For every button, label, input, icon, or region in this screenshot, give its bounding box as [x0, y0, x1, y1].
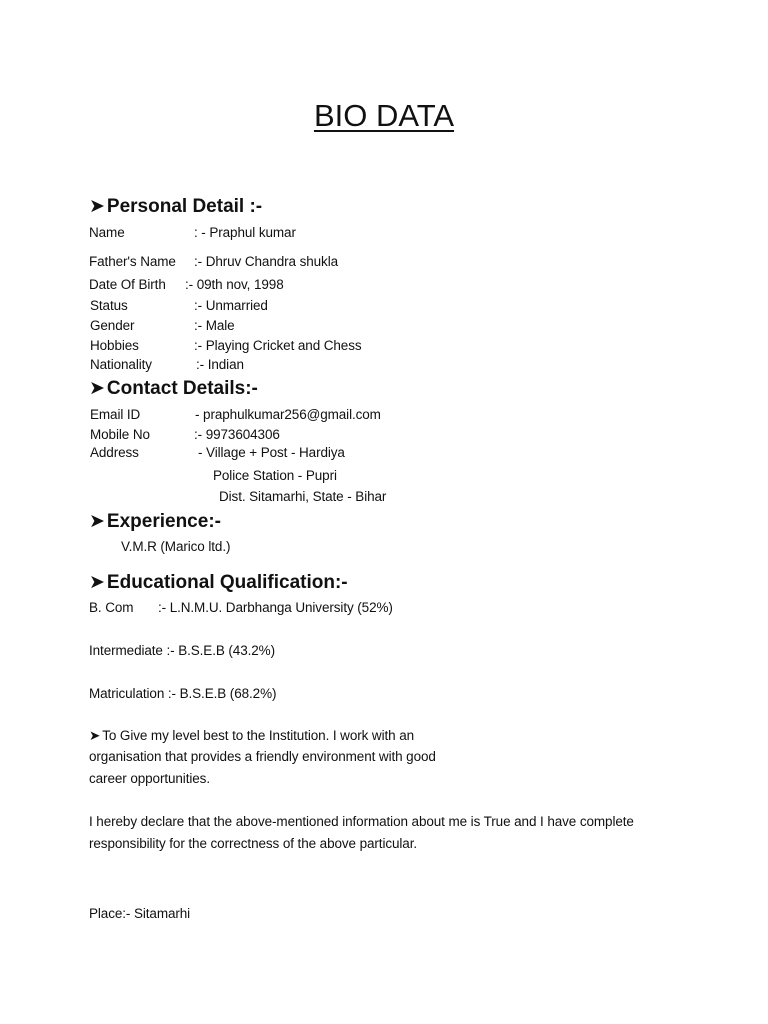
declaration-line-1: I hereby declare that the above-mentioned information about me is True and I have complete [89, 814, 634, 829]
bcom-value: :- L.N.M.U. Darbhanga University (52%) [158, 600, 393, 615]
dob-value: :- 09th nov, 1998 [185, 277, 284, 292]
matriculation-line: Matriculation :- B.S.E.B (68.2%) [89, 686, 277, 701]
contact-details-heading-text: Contact Details:- [106, 378, 258, 399]
experience-item: V.M.R (Marico ltd.) [121, 539, 231, 554]
hobbies-label: Hobbies [90, 338, 139, 353]
declaration-line-2: responsibility for the correctness of the above particular. [89, 836, 418, 851]
bcom-label: B. Com [89, 600, 134, 615]
father-name-value: :- Dhruv Chandra shukla [194, 254, 339, 269]
objective-line-2: organisation that provides a friendly environment with good [89, 749, 436, 764]
hobbies-value: :- Playing Cricket and Chess [194, 338, 362, 353]
education-heading-text: Educational Qualification:- [106, 572, 348, 593]
personal-detail-heading [89, 196, 262, 218]
mobile-label: Mobile No [90, 427, 150, 442]
address-line-3: Dist. Sitamarhi, State - Bihar [219, 489, 387, 504]
address-line-1: - Village + Post - Hardiya [198, 445, 345, 460]
arrow-bullet-icon: ➤ [89, 728, 101, 743]
experience-heading [89, 511, 221, 533]
name-label: Name [89, 225, 125, 240]
arrow-bullet-icon: ➤ [89, 196, 105, 217]
father-name-label: Father's Name [89, 254, 176, 269]
intermediate-line: Intermediate :- B.S.E.B (43.2%) [89, 643, 275, 658]
email-value: - praphulkumar256@gmail.com [195, 407, 381, 422]
contact-details-heading [89, 378, 258, 400]
objective-line-1-text: To Give my level best to the Institution. I work with an [102, 728, 415, 743]
gender-value: :- Male [194, 318, 235, 333]
address-line-2: Police Station - Pupri [213, 468, 337, 483]
arrow-bullet-icon: ➤ [89, 511, 105, 532]
address-label: Address [90, 445, 139, 460]
objective-line-3: career opportunities. [89, 771, 210, 786]
objective-line-1 [89, 728, 414, 744]
dob-label: Date Of Birth [89, 277, 166, 292]
name-value: : - Praphul kumar [194, 225, 296, 240]
document-title: BIO DATA [313, 98, 455, 133]
nationality-label: Nationality [90, 357, 152, 372]
arrow-bullet-icon: ➤ [89, 378, 105, 399]
mobile-value: :- 9973604306 [194, 427, 280, 442]
experience-heading-text: Experience:- [106, 511, 221, 532]
email-label: Email ID [90, 407, 141, 422]
personal-detail-heading-text: Personal Detail :- [106, 196, 263, 217]
arrow-bullet-icon: ➤ [89, 572, 105, 593]
gender-label: Gender [90, 318, 135, 333]
nationality-value: :- Indian [196, 357, 244, 372]
status-value: :- Unmarried [194, 298, 268, 313]
education-heading [89, 572, 348, 594]
place-line: Place:- Sitamarhi [89, 906, 191, 921]
status-label: Status [90, 298, 128, 313]
